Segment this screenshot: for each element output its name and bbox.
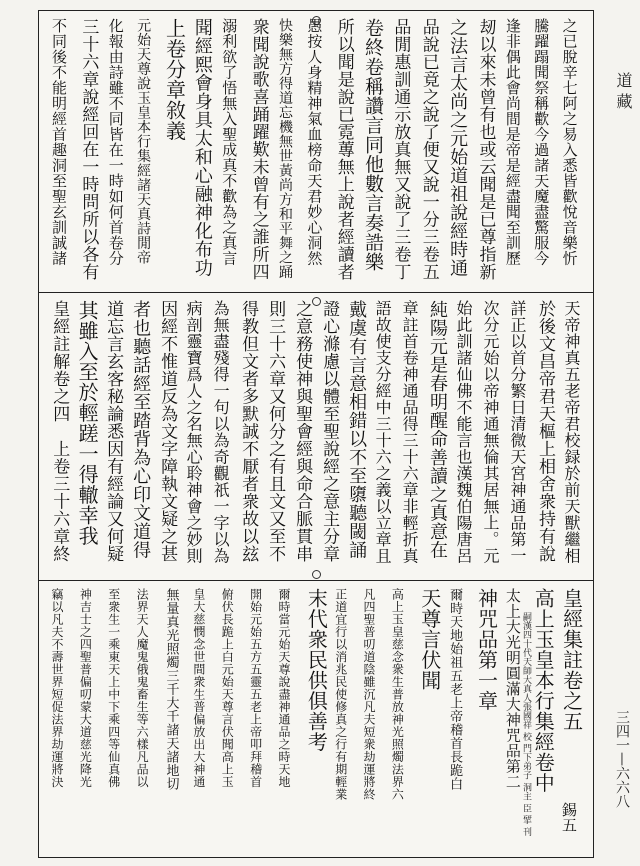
text-column: 證心滌慮以體至聖說經之意主分章 (319, 300, 340, 563)
text-column: 道忘言玄客秘論悉因有經論又何疑 (103, 300, 124, 563)
text-column: 太上大光明圓滿大神咒品第二 (503, 588, 522, 790)
text-column: 至衆生一乘東天上中下乘四等仙真佛 (106, 588, 121, 788)
text-column: 其雖入至於輕蹉一得轍幸我 (75, 300, 100, 546)
text-column: 衆聞說歌喜踊躍歎未曾有之誰所四 (248, 18, 269, 281)
text-column: 天尊言伏聞 (417, 588, 442, 691)
text-column: 開始元始五方五靈五老上帝叩拜稽首 (248, 588, 263, 788)
text-column: 無量真光照燭三千大千諸天諸地切 (163, 588, 179, 791)
text-column: 者也聽話經至踏背為心印文道得 (130, 300, 152, 559)
text-column: 得教但文者多默誠不厭者衆故以玆 (238, 300, 259, 563)
text-column: 末代衆民供俱善考 (304, 588, 329, 752)
text-column: 戴虞有言意相錯以不至隳聽閾誦 (346, 300, 368, 559)
text-column: 天帝神真五老帝君校録於前天獸繼相 (562, 300, 581, 564)
text-column: 章註首卷神通品得三十六章非輕折真 (400, 300, 420, 564)
text-column: 卷終卷稱讚言同他數言奏誥樂 (362, 18, 385, 272)
text-column: 病剖靈寶爲人之名無心聆神會之妙則 (184, 300, 204, 564)
text-column: 法界天人魔鬼俄鬼畜生等六樣凡品以 (135, 588, 150, 788)
text-column: 爾時天地始祖五老上帝稽首長跪白 (447, 588, 463, 791)
text-column: 俯伏長跪上白元始天尊言伏聞高上玉 (220, 588, 235, 788)
text-column: 愚按人身精神氣血榜命天君妙心洞然 (305, 18, 324, 266)
text-column: 於後文昌帝君天樞上相舍衆持有說 (535, 300, 556, 563)
text-column: 品閒惠訓通示放真無又說了三卷丁 (390, 18, 411, 281)
text-column: 上卷分章敘義 (162, 18, 187, 141)
panel-divider-bottom (38, 580, 594, 581)
text-column: 因經不惟道反為文字障執文疑之甚 (157, 300, 178, 563)
text-column: 純陽元是春明醒命善讀之真意在 (427, 300, 449, 559)
text-column: 之意務使神與聖會經與命合脈貫串 (292, 300, 313, 563)
margin-title: 道 藏 (614, 72, 633, 110)
text-column: 快樂無方得道忘機無世黃尚方和平舞之踊 (276, 18, 293, 279)
text-column: 之已脫辛七阿之易入悉皆歡悅音樂忻 (560, 18, 579, 266)
text-column: 所以聞是說已霓蓴無上說者經讀者 (333, 18, 354, 281)
text-column: 語故使支分經中三十六之義以立章且 (373, 300, 393, 564)
panel-divider-top (38, 292, 594, 293)
scroll-mark: 錫五 (560, 802, 578, 833)
text-column: 正道宜行以消兆民使修真之行有期輕業 (333, 588, 348, 801)
editor-note: 嗣漢四十代天師大真人張國祥 校 門下弟子 洞主 臣 揅 刊 (521, 612, 531, 837)
binding-hole (312, 570, 321, 579)
text-column: 高上玉皇本行集經卷中 (531, 588, 556, 793)
text-column: 詳正以首分繁日清微天宮神通品第一 (508, 300, 528, 564)
text-column: 高上玉皇慈念衆生普放神光照燭法界六 (390, 588, 405, 801)
text-column: 騰躍蹋聞祭稱歡今過諸天魔盡驚服今 (532, 18, 551, 266)
text-column: 則三十六章又何分之有且文又至不 (265, 300, 286, 563)
text-column: 之法言太尚之元始道祖說經時通 (447, 18, 469, 277)
text-column: 三十六章說經回在一時問所以各有 (78, 18, 99, 281)
text-column: 次分元始以帝神通無倫其居無上。元 (481, 300, 501, 564)
text-column: 皇經集註卷之五 (559, 588, 584, 732)
text-column: 始此訓諸仙佛不能言也漢魏伯陽唐呂 (454, 300, 474, 564)
text-column: 逢非偶此會尚間是帝是經盡聞至訓歷 (503, 18, 522, 266)
text-column: 凡四聖普叨道陰雖沉凡夫短衆劫運將終 (362, 588, 377, 801)
text-column: 品說已竟之說了便又說一分三卷五 (418, 18, 439, 281)
text-column: 聞經熙會身具太和心融神化布功 (191, 18, 213, 277)
text-column: 神吉士之四聖普偏叨蒙大道慈光降光 (78, 588, 93, 788)
text-column: 為無盡殘得一句以為奇觀祇一字以為 (211, 300, 231, 564)
text-column: 刼以來未曾有也或云聞是已尊指新 (475, 18, 496, 281)
page-number: 三四一—六六八 (614, 710, 630, 808)
text-column: 竊以凡夫不壽世界短促法界劫運將決 (50, 588, 65, 788)
text-column: 化報由詩雖不同皆在一時如何首卷分 (106, 18, 125, 266)
text-column: 皇大慈憫念世間衆生普偏放出大神通 (191, 588, 206, 788)
text-column: 不同後不能明經首趣洞至聖玄訓誠諸 (50, 18, 69, 266)
text-column: 皇經註解卷之四 上卷三十六章終 (49, 300, 70, 563)
text-column: 元始天尊說玉皇本行集經諸天真詩閒帝 (135, 18, 152, 265)
text-column: 爾時當元始天尊說盡神通品之時天地 (276, 588, 291, 788)
text-column: 神咒品第一章 (474, 588, 499, 711)
text-column: 溺利欲了悟無入聖成真不歡為之真言 (220, 18, 239, 266)
